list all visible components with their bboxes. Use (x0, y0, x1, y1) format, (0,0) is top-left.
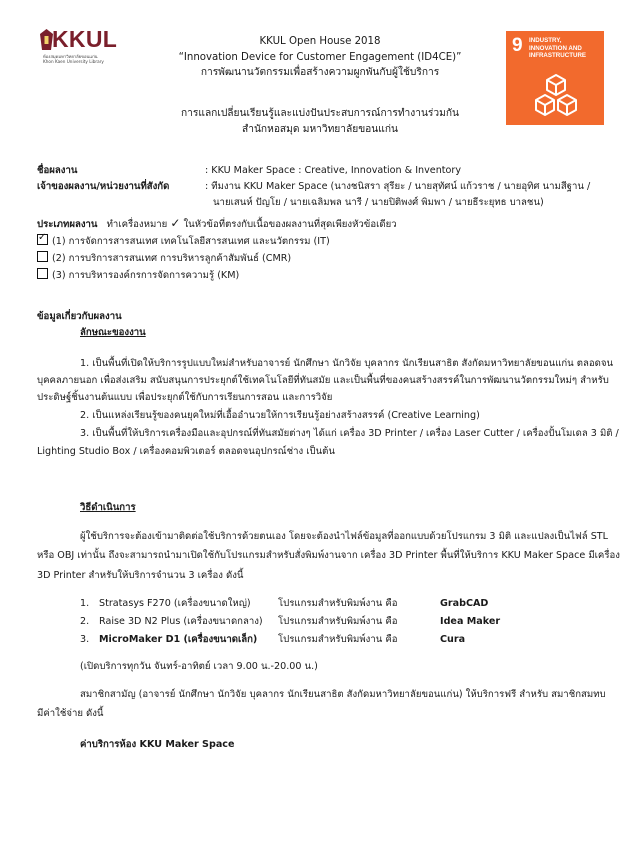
info-item1-line3: ประดิษฐ์ชิ้นงานต้นแบบ เพื่อประยุกต์ใช้กับการเรียนการสอน และการวิจัย (37, 392, 333, 403)
category-instruction: ทำเครื่องหมาย (106, 219, 168, 230)
printer-name: Stratasys F270 (เครื่องขนาดใหญ่) (99, 598, 251, 609)
printer-program-label: โปรแกรมสำหรับพิมพ์งาน คือ (278, 616, 398, 627)
work-owner-label: เจ้าของผลงาน/หน่วยงานที่สังกัด (37, 181, 170, 192)
category-instruction-2: ในหัวข้อที่ตรงกับเนื้อของผลงานที่สุดเพียงหัวข้อเดียว (183, 219, 397, 230)
method-p2-line2: มีค่าใช้จ่าย ดังนี้ (37, 708, 104, 719)
organization: สำนักหอสมุด มหาวิทยาลัยขอนแก่น (242, 124, 398, 135)
sdg-number: 9 (512, 35, 523, 56)
event-title: KKUL Open House 2018 (259, 36, 381, 47)
checkmark-icon: ✓ (170, 216, 181, 230)
category-option-1[interactable] (37, 234, 330, 248)
checkbox-unchecked[interactable] (37, 251, 48, 262)
sdg-title: INDUSTRY, INNOVATION AND INFRASTRUCTURE (529, 37, 587, 59)
checkbox-checked[interactable] (37, 234, 48, 245)
method-p1-line1: ผู้ใช้บริการจะต้องเข้ามาติดต่อใช้บริการด้วยตนเอง โดยจะต้องนำไฟล์ข้อมูลที่ออกแบบด้วยโปรแกรม 3 มิติ และแปลงเป็นไฟล์ STL (80, 531, 609, 542)
info-item1-line2: บุคคลภายนอก เพื่อส่งเสริม สนับสนุนการประยุกต์ใช้เทคโนโลยีที่ทันสมัย และเป็นพื้นที่ของคนสร้างสรรค์ในการพัฒนานวัตกรรมใหม่ๆ สำหรับ (37, 375, 609, 386)
method-p1-line2: หรือ OBJ เท่านั้น ถึงจะสามารถนำมาเปิดใช้กับโปรแกรมสำหรับสั่งพิมพ์งานจาก เครื่อง 3D Printer พื้นที่ให้บริการ KKU Maker Space มีเครื่อง (37, 550, 620, 561)
work-owner-value-1: : ทีมงาน KKU Maker Space (นางชนิสรา สุรียะ / นายสุทัศน์ แก้วราช / นายอุทิศ นามสีฐาน / (205, 181, 591, 192)
category-option-label: (2) การบริการสารสนเทศ การบริหารลูกค้าสัมพันธ์ (CMR) (52, 253, 292, 264)
opening-hours: (เปิดบริการทุกวัน จันทร์-อาทิตย์ เวลา 9.00 น.-20.00 น.) (80, 661, 318, 672)
checkbox-unchecked[interactable] (37, 268, 48, 279)
logo-subtitle-thai: ห้องสมุดมหาวิทยาลัยขอนแก่น (43, 54, 98, 59)
method-heading: วิธีดำเนินการ (80, 502, 136, 513)
printer-number: 2. (80, 616, 90, 627)
category-option-label: (3) การบริหารองค์กรการจัดการความรู้ (KM) (52, 270, 240, 281)
printer-number: 3. (80, 634, 90, 645)
category-option-2[interactable] (37, 251, 291, 265)
printer-row (80, 633, 89, 646)
info-item3-line2: Lighting Studio Box / เครื่องคอมพิวเตอร์ ตลอดจนอุปกรณ์ช่าง เป็นต้น (37, 446, 335, 457)
method-p1-line3: 3D Printer สำหรับให้บริการจำนวน 3 เครื่อง ดังนี้ (37, 570, 244, 581)
cubes-icon (532, 73, 580, 119)
printer-row (80, 597, 89, 610)
info-item3-line1: 3. เป็นพื้นที่ให้บริการเครื่องมือและอุปกรณ์ที่ทันสมัยต่างๆ ได้แก่ เครื่อง 3D Printer / เครื่อง Laser Cutter / เครื่องปั้นโมเดล 3 มิติ / (80, 428, 619, 439)
category-option-3[interactable] (37, 268, 239, 282)
event-theme: “Innovation Device for Customer Engagement (ID4CE)” (178, 52, 462, 63)
category-label: ประเภทผลงาน (37, 219, 98, 230)
printer-row (80, 615, 89, 628)
kkul-logo (40, 28, 122, 66)
work-name-label: ชื่อผลงาน (37, 165, 78, 176)
event-subtitle: การแลกเปลี่ยนเรียนรู้และแบ่งปันประสบการณ์การทำงานร่วมกัน (181, 108, 459, 119)
printer-program: Idea Maker (440, 616, 501, 627)
fee-heading: ค่าบริการห้อง KKU Maker Space (80, 739, 235, 750)
category-line (37, 217, 397, 231)
event-theme-thai: การพัฒนานวัตกรรมเพื่อสร้างความผูกพันกับผู้ใช้บริการ (200, 67, 440, 78)
info-subheading: ลักษณะของงาน (80, 327, 146, 338)
printer-program-label: โปรแกรมสำหรับพิมพ์งาน คือ (278, 634, 398, 645)
method-p2-line1: สมาชิกสามัญ (อาจารย์ นักศึกษา นักวิจัย บุคลากร นักเรียนสาธิต สังกัดมหาวิทยาลัยขอนแก่น) ให้บริการฟรี สำหรับ สมาชิกสมทบ (80, 689, 606, 700)
printer-program-label: โปรแกรมสำหรับพิมพ์งาน คือ (278, 598, 398, 609)
info-item1-line1: 1. เป็นพื้นที่เปิดให้บริการรูปแบบใหม่สำหรับอาจารย์ นักศึกษา นักวิจัย บุคลากร นักเรียนสาธิต สังกัดมหาวิทยาลัยขอนแก่น ตลอดจน (80, 358, 614, 369)
sdg-9-tile (506, 31, 604, 125)
logo-subtitle-english: Khon Kaen University Library (43, 59, 104, 64)
printer-name: MicroMaker D1 (เครื่องขนาดเล็ก) (99, 634, 258, 645)
category-option-label: (1) การจัดการสารสนเทศ เทคโนโลยีสารสนเทศ และนวัตกรรม (IT) (52, 236, 330, 247)
work-owner-value-2: นายเสนห์ ปัญโย / นายเฉลิมพล นารี / นายปิติพงศ์ พิมพา / นายธีระยุทธ บาลชน) (213, 197, 544, 208)
printer-number: 1. (80, 598, 90, 609)
info-heading: ข้อมูลเกี่ยวกับผลงาน (37, 311, 122, 322)
info-item2: 2. เป็นแหล่งเรียนรู้ของคนยุคใหม่ที่เอื้ออำนวยให้การเรียนรู้อย่างสร้างสรรค์ (Creative Learning) (80, 410, 480, 421)
printer-program: Cura (440, 634, 466, 645)
printer-name: Raise 3D N2 Plus (เครื่องขนาดกลาง) (99, 616, 263, 627)
work-name-value: : KKU Maker Space : Creative, Innovation & Inventory (205, 165, 462, 176)
printer-program: GrabCAD (440, 598, 489, 609)
logo-wordmark: KKUL (52, 26, 118, 52)
